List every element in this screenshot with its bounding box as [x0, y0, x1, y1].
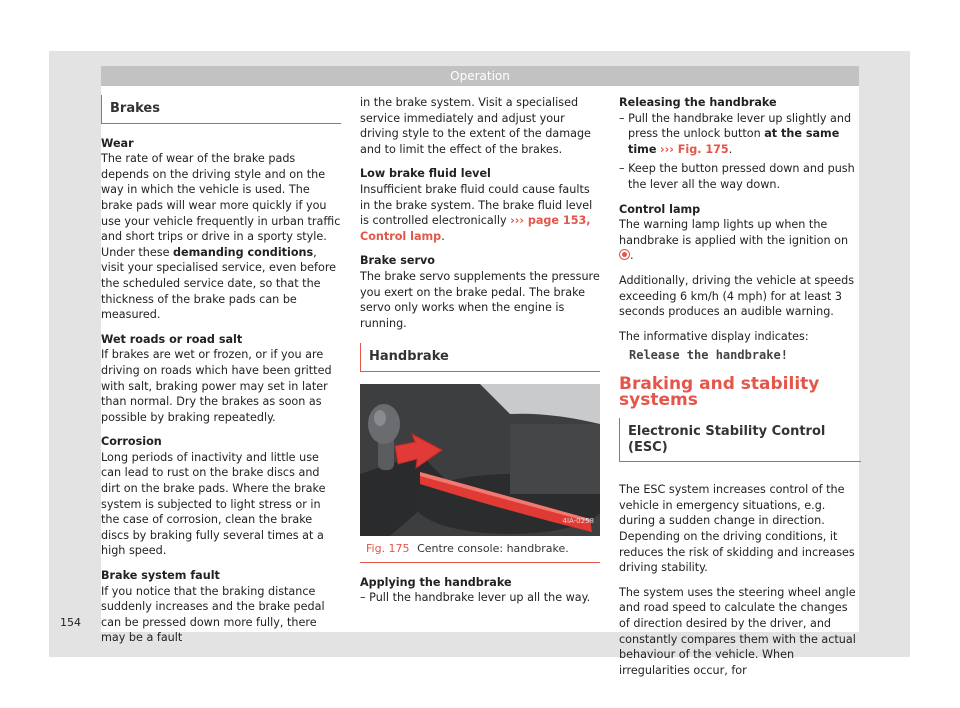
paragraph-additional: Additionally, driving the vehicle at speeds exceeding 6 km/h (4 mph) for at least 3 seconds produces an audible warning.	[619, 273, 855, 319]
corrosion-text: Long periods of inactivity and little use can lead to rust on the brake discs and dirt on the brake pads. Where the brake system is subjected to light stress or in the case of corrosion, clean the brake discs by braking fully several times at a high speed.	[101, 450, 326, 558]
paragraph-wet	[101, 332, 341, 426]
paragraph-continued: in the brake system. Visit a specialised service immediately and adjust your driving style to the extent of the damage and to limit the effect of the brakes.	[360, 96, 591, 156]
release-step-1-text: – Pull the handbrake lever up slightly and press the unlock button	[619, 111, 852, 141]
handbrake-photo	[360, 384, 600, 536]
release-step-1-bold: at the same time	[628, 127, 840, 156]
paragraph-wear	[101, 136, 341, 323]
subheading-wet: Wet roads or road salt	[101, 332, 243, 346]
subheading-lamp: Control lamp	[619, 202, 701, 216]
figure-label: Fig. 175	[366, 541, 410, 555]
subheading-servo: Brake servo	[360, 254, 435, 268]
release-step-2: – Keep the button pressed down and push the lever all the way down.	[619, 162, 855, 191]
wear-text-end: , visit your specialised service, even before the scheduled service date, so that the thickness of the brake pads can be measured.	[101, 245, 337, 322]
header-bar: Operation	[101, 66, 859, 86]
paragraph-servo	[360, 253, 600, 331]
column-3	[619, 95, 861, 687]
subheading-apply: Applying the handbrake	[360, 575, 512, 589]
figure-175	[360, 384, 600, 563]
figure-caption	[360, 536, 600, 563]
wear-text: The rate of wear of the brake pads depends on the driving style and on the way in which the vehicle is used. The brake pads will wear more quickly if you use your vehicle frequently in urban traffic and short trips or drive in a sporty style. Under these	[101, 152, 341, 259]
subheading-release: Releasing the handbrake	[619, 96, 777, 109]
apply-step: – Pull the handbrake lever up all the way.	[360, 591, 591, 605]
section-title-handbrake: Handbrake	[360, 343, 600, 372]
photo-code: 4IA-0258	[562, 517, 594, 526]
paragraph-fluid: Low brake fluid level Insufficient brake fluid could cause faults in the brake system. The brake fluid level is controlled electronically ››› page 153, Control lamp.	[360, 166, 600, 244]
paragraph-display: The informative display indicates:	[619, 329, 809, 343]
page-number: 154	[60, 616, 81, 629]
paragraph-esc-2: The system uses the steering wheel angle and road speed to calculate the changes of direction desired by the driver, and constantly compares them with the actual behaviour of the vehicle. When irregularities occur, for	[619, 585, 856, 677]
display-message: Release the handbrake!	[629, 348, 788, 363]
release-step-1	[619, 111, 861, 158]
paragraph-corrosion	[101, 434, 341, 559]
column-1	[101, 95, 341, 655]
figure-caption-text: Centre console: handbrake.	[417, 541, 569, 555]
section-title-brakes: Brakes	[101, 95, 341, 124]
servo-text: The brake servo supplements the pressure you exert on the brake pedal. The brake servo only works when the engine is running.	[360, 269, 600, 330]
subheading-wear: Wear	[101, 136, 134, 150]
fault-text: If you notice that the braking distance suddenly increases and the brake pedal can be pressed down more fully, there may be a fault	[101, 584, 325, 645]
wet-text: If brakes are wet or frozen, or if you are driving on roads which have been gritted with salt, braking power may set in later than normal. Dry the brakes as soon as possible by braking repeatedly.	[101, 348, 332, 424]
wear-bold-text: demanding conditions	[173, 245, 314, 259]
paragraph-esc-1: The ESC system increases control of the vehicle in emergency situations, e.g. during a sudden change in direction. Depending on the driving conditions, it reduces the risk of skidding and increases driving stability.	[619, 483, 855, 575]
subheading-fluid: Low brake fluid level	[360, 167, 491, 181]
subheading-fault: Brake system fault	[101, 569, 220, 583]
fig-175-link[interactable]: ››› Fig. 175	[660, 142, 729, 156]
release-step-1-end: .	[728, 142, 733, 156]
heading-braking-systems: Braking and stability systems	[619, 373, 820, 410]
lamp-text-end: .	[630, 249, 634, 263]
paragraph-lamp	[619, 202, 861, 264]
brake-warning-lamp-icon	[619, 249, 630, 260]
paragraph-fault	[101, 568, 341, 646]
handbrake-illustration	[360, 384, 600, 536]
paragraph-apply	[360, 575, 600, 606]
fluid-text: Insufficient brake fluid could cause faults in the brake system. The brake fluid level is controlled electronically	[360, 182, 593, 228]
section-title-esc: Electronic Stability Control (ESC)	[619, 418, 861, 462]
lamp-text: The warning lamp lights up when the handbrake is applied with the ignition on	[619, 218, 849, 247]
subheading-corrosion: Corrosion	[101, 435, 162, 449]
control-lamp-link[interactable]: ››› page 153, Control lamp	[360, 214, 591, 243]
column-2	[360, 95, 600, 615]
